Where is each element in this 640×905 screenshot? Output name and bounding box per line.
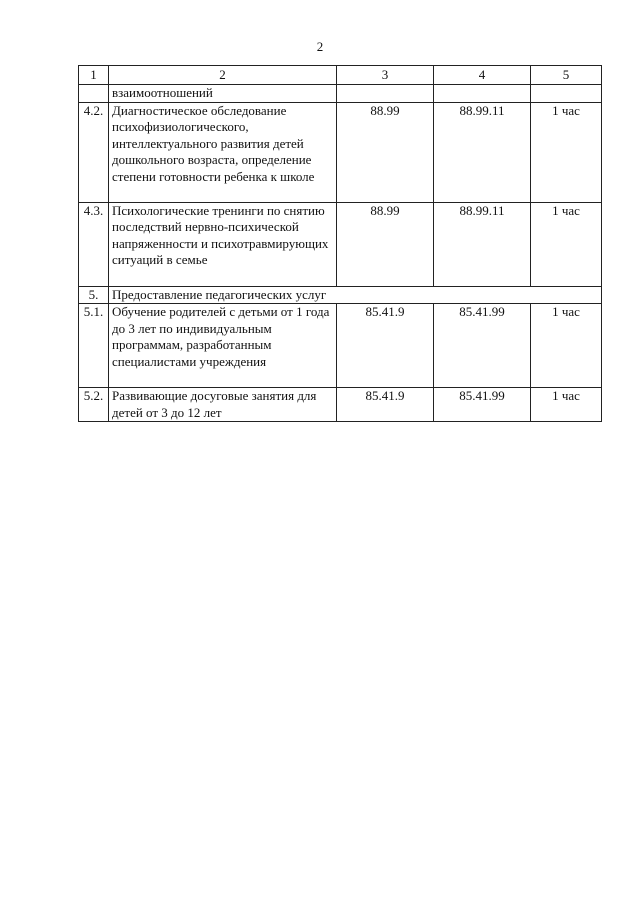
service-name: Обучение родителей с детьми от 1 года до 3 лет по индивидуальным программам, разработанным специалистами учреждения	[109, 304, 337, 388]
section-number: 5.	[79, 286, 109, 304]
row-number: 4.2.	[79, 102, 109, 202]
service-name: Психологические тренинги по снятию последствий нервно-психической напряженности и психотравмирующих ситуаций в семье	[109, 202, 337, 286]
section-title: Предоставление педагогических услуг	[109, 286, 602, 304]
code-column-4: 88.99.11	[434, 202, 531, 286]
code-column-3: 88.99	[337, 102, 434, 202]
continuation-unit-cell	[531, 85, 602, 103]
unit-of-service: 1 час	[531, 388, 602, 422]
section-row	[79, 286, 602, 304]
row-number: 5.2.	[79, 388, 109, 422]
unit-of-service: 1 час	[531, 304, 602, 388]
table-row	[79, 202, 602, 286]
table-row	[79, 388, 602, 422]
service-name: Развивающие досуговые занятия для детей от 3 до 12 лет	[109, 388, 337, 422]
continuation-code3-cell	[337, 85, 434, 103]
column-header-5: 5	[531, 66, 602, 85]
row-number: 4.3.	[79, 202, 109, 286]
unit-of-service: 1 час	[531, 102, 602, 202]
unit-of-service: 1 час	[531, 202, 602, 286]
table-row	[79, 304, 602, 388]
continuation-num-cell	[79, 85, 109, 103]
column-header-1: 1	[79, 66, 109, 85]
column-header-3: 3	[337, 66, 434, 85]
code-column-4: 85.41.99	[434, 304, 531, 388]
continuation-code4-cell	[434, 85, 531, 103]
table-header-row	[79, 66, 602, 85]
service-name: Диагностическое обследование психофизиологического, интеллектуального развития детей дошкольного возраста, определение степени готовности ребенка к школе	[109, 102, 337, 202]
row-number: 5.1.	[79, 304, 109, 388]
code-column-3: 85.41.9	[337, 388, 434, 422]
code-column-4: 88.99.11	[434, 102, 531, 202]
services-table	[78, 65, 602, 422]
table-row	[79, 102, 602, 202]
code-column-3: 85.41.9	[337, 304, 434, 388]
column-header-2: 2	[109, 66, 337, 85]
continuation-text: взаимоотношений	[109, 85, 337, 103]
column-header-4: 4	[434, 66, 531, 85]
continuation-row	[79, 85, 602, 103]
code-column-3: 88.99	[337, 202, 434, 286]
code-column-4: 85.41.99	[434, 388, 531, 422]
page-number: 2	[316, 39, 324, 54]
